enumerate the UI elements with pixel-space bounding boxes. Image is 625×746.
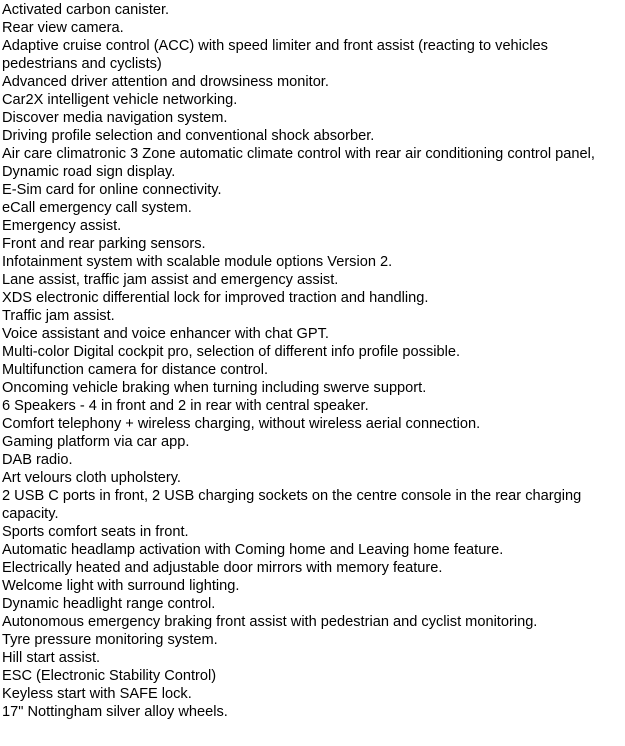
feature-item: Art velours cloth upholstery. [2, 470, 181, 486]
feature-item: Dynamic road sign display. [2, 164, 176, 180]
feature-item: Advanced driver attention and drowsiness monitor. [2, 74, 329, 90]
feature-item: Driving profile selection and conventional shock absorber. [2, 128, 375, 144]
feature-item: Hill start assist. [2, 650, 101, 666]
feature-item: Autonomous emergency braking front assist with pedestrian and cyclist monitoring. [2, 614, 538, 630]
feature-item: Emergency assist. [2, 218, 122, 234]
feature-item: eCall emergency call system. [2, 200, 192, 216]
feature-item: Front and rear parking sensors. [2, 236, 206, 252]
feature-item: Multi-color Digital cockpit pro, selection of different info profile possible. [2, 344, 461, 360]
feature-item: Activated carbon canister. [2, 2, 170, 18]
feature-item: Multifunction camera for distance control. [2, 362, 269, 378]
feature-item: Comfort telephony + wireless charging, without wireless aerial connection. [2, 416, 481, 432]
feature-item: 6 Speakers - 4 in front and 2 in rear with central speaker. [2, 398, 369, 414]
feature-item: E-Sim card for online connectivity. [2, 182, 222, 198]
feature-item: Sports comfort seats in front. [2, 524, 189, 540]
feature-item: Car2X intelligent vehicle networking. [2, 92, 238, 108]
feature-item: Automatic headlamp activation with Coming home and Leaving home feature. [2, 542, 504, 558]
feature-item: Keyless start with SAFE lock. [2, 686, 192, 702]
feature-item: Lane assist, traffic jam assist and emergency assist. [2, 272, 339, 288]
feature-item: Rear view camera. [2, 20, 124, 36]
feature-item: Voice assistant and voice enhancer with chat GPT. [2, 326, 329, 342]
feature-item: XDS electronic differential lock for improved traction and handling. [2, 290, 429, 306]
feature-item: Air care climatronic 3 Zone automatic climate control with rear air conditioning control panel, [2, 146, 595, 162]
feature-item: Traffic jam assist. [2, 308, 115, 324]
feature-item: Welcome light with surround lighting. [2, 578, 240, 594]
feature-item: ESC (Electronic Stability Control) [2, 668, 217, 684]
feature-item: Dynamic headlight range control. [2, 596, 216, 612]
feature-item: Electrically heated and adjustable door mirrors with memory feature. [2, 560, 443, 576]
feature-item: 2 USB C ports in front, 2 USB charging sockets on the centre console in the rear charging capacity. [2, 488, 582, 522]
feature-item: DAB radio. [2, 452, 73, 468]
feature-item: Adaptive cruise control (ACC) with speed limiter and front assist (reacting to vehicles pedestrians and cyclists) [2, 38, 548, 72]
feature-item: 17" Nottingham silver alloy wheels. [2, 704, 228, 720]
feature-item: Discover media navigation system. [2, 110, 228, 126]
feature-item: Oncoming vehicle braking when turning including swerve support. [2, 380, 427, 396]
feature-item: Infotainment system with scalable module options Version 2. [2, 254, 393, 270]
feature-item: Gaming platform via car app. [2, 434, 190, 450]
feature-item: Tyre pressure monitoring system. [2, 632, 218, 648]
